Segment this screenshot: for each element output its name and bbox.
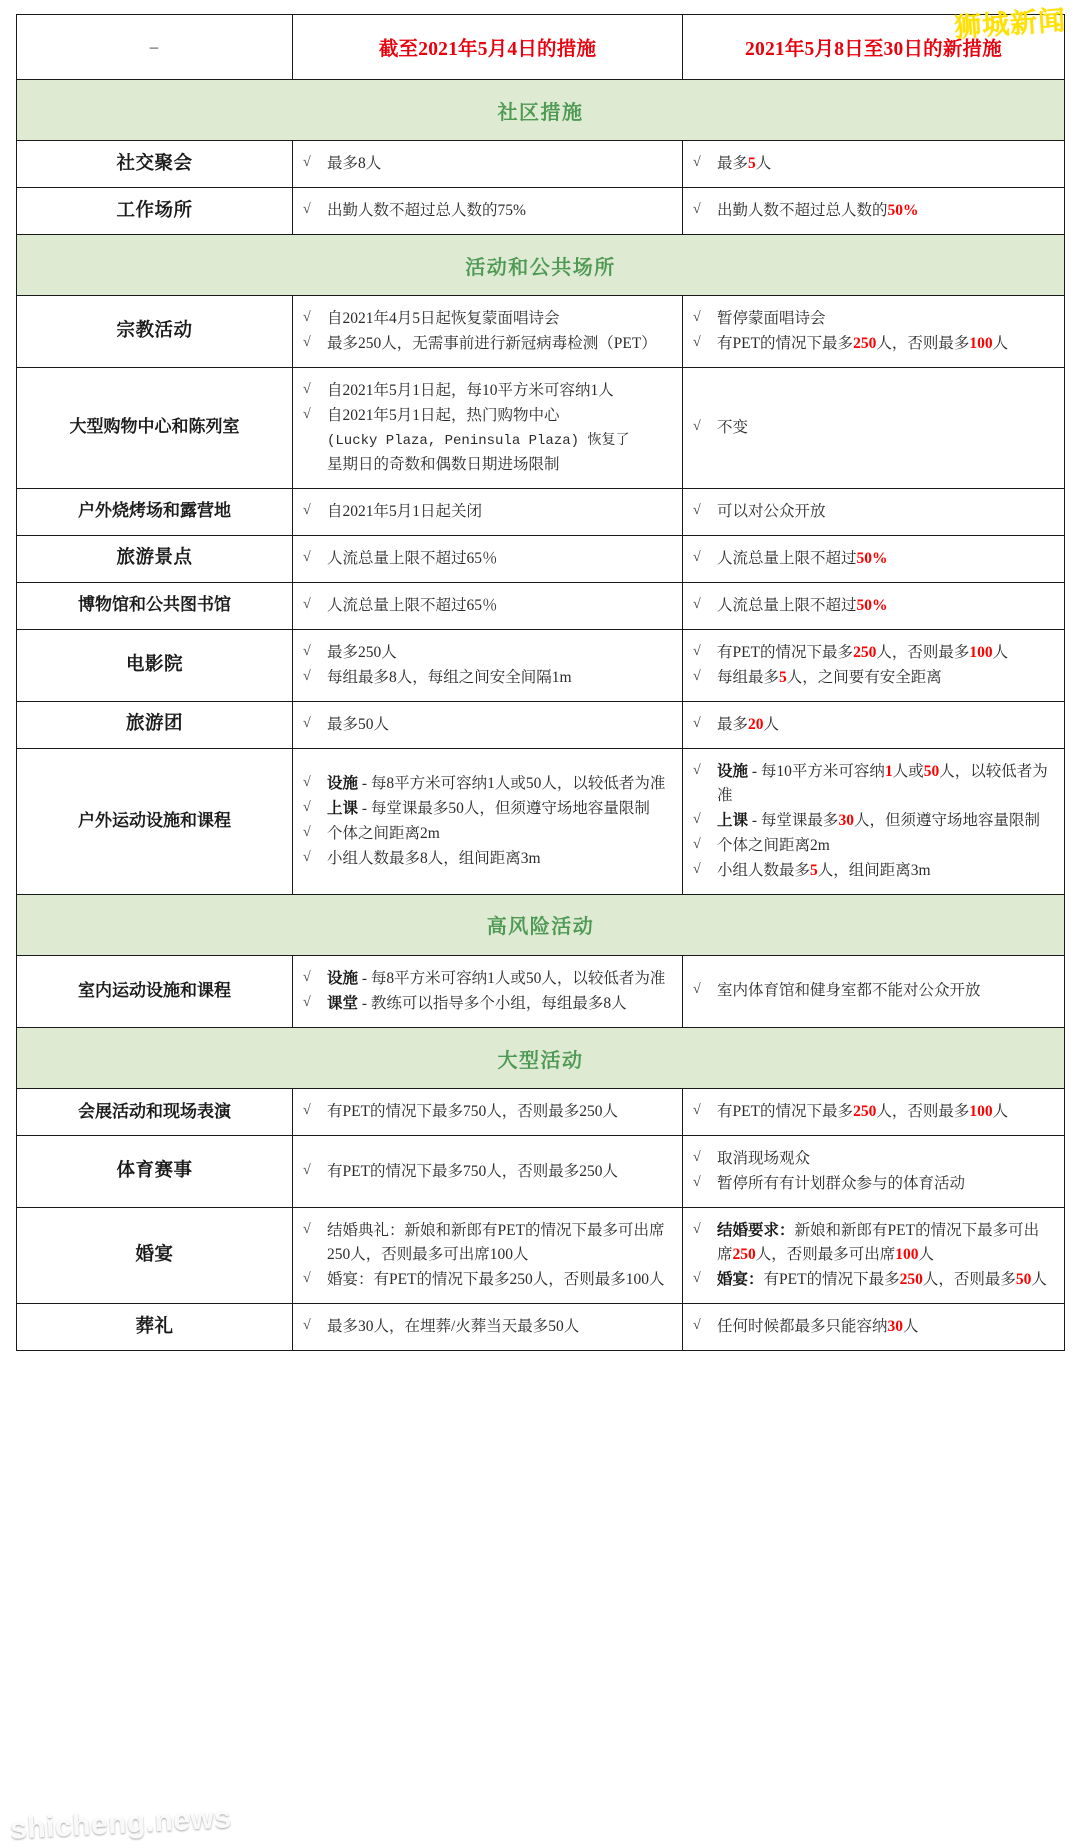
measure-text: 自2021年4月5日起恢复蒙面唱诗会 [327, 310, 560, 328]
row-label-funerals: 葬礼 [135, 1316, 174, 1337]
tick-icon: √ [693, 836, 701, 852]
row-label-cell-attractions [17, 535, 293, 582]
list-item [693, 1172, 1052, 1196]
after-cell-outdoor-sports [683, 748, 1065, 894]
table-row-religious [17, 296, 1065, 368]
watermark-top-right: 狮城新闻 [953, 5, 1068, 43]
tick-icon: √ [693, 643, 701, 659]
measure-label: 婚宴： [717, 1271, 764, 1289]
list-item [693, 1268, 1052, 1292]
highlight-number: 100 [969, 1103, 993, 1120]
measure-text: 自2021年5月1日起关闭 [327, 502, 483, 520]
measure-text: 暂停蒙面唱诗会 [717, 310, 826, 328]
measure-text: (Lucky Plaza, Peninsula Plaza) 恢复了 [327, 433, 630, 450]
row-label-cell-exhibitions [17, 1089, 293, 1136]
header-after-label: 2021年5月8日至30日的新措施 [745, 39, 1002, 60]
list-item [693, 1100, 1052, 1124]
covid-measures-table [16, 14, 1065, 1351]
list-item [693, 547, 1052, 571]
tick-icon: √ [693, 1318, 701, 1334]
highlight-number: 250 [732, 1246, 756, 1264]
list-item [693, 641, 1052, 665]
before-cell-weddings [293, 1208, 683, 1304]
row-label-bbq: 户外烧烤场和露营地 [78, 501, 231, 521]
after-cell-sports-events [683, 1136, 1065, 1208]
before-cell-sports-events [293, 1136, 683, 1208]
measure-text: - 每堂课最多 [748, 811, 839, 829]
list-item [303, 199, 670, 223]
header-cell-before [293, 15, 683, 80]
table-header-row [17, 15, 1065, 80]
section-title-large-events: 大型活动 [17, 1028, 1064, 1088]
measure-text: 有PET的情况下最多750人，否则最多250人 [327, 1162, 619, 1180]
before-cell-exhibitions [293, 1089, 683, 1136]
list-item [303, 992, 670, 1016]
list-item [303, 797, 670, 821]
row-label-cell-outdoor-sports [17, 748, 293, 894]
tick-icon: √ [693, 418, 701, 434]
list-item [693, 1219, 1052, 1267]
section-row-events-public [17, 235, 1065, 296]
section-title-high-risk: 高风险活动 [17, 895, 1064, 955]
measure-text: 室内体育馆和健身室都不能对公众开放 [717, 982, 981, 1000]
highlight-number: 50 [923, 762, 940, 780]
measure-text: 人 [763, 715, 780, 733]
before-cell-museums [293, 582, 683, 629]
row-label-cell-weddings [17, 1208, 293, 1304]
tick-icon: √ [693, 668, 701, 684]
row-label-cell-indoor-sports [17, 955, 293, 1027]
header-before-label: 截至2021年5月4日的措施 [378, 39, 597, 60]
tick-icon: √ [303, 849, 311, 865]
row-label-sports-events: 体育赛事 [116, 1161, 193, 1182]
tick-icon: √ [303, 549, 311, 565]
tick-icon: √ [303, 1318, 311, 1334]
measure-text: 人流总量上限不超过65％ [327, 596, 498, 614]
before-cell-cinema [293, 629, 683, 701]
tick-icon: √ [303, 824, 311, 840]
highlight-number: 5 [810, 861, 818, 879]
list-item [303, 666, 670, 690]
measure-label: 设施 [717, 762, 749, 780]
row-label-religious: 宗教活动 [116, 321, 193, 342]
section-row-high-risk [17, 894, 1065, 955]
after-cell-indoor-sports [683, 955, 1065, 1027]
before-cell-social-gatherings [293, 141, 683, 188]
measure-text: 人流总量上限不超过 [717, 596, 857, 614]
measure-text: - 教练可以指导多个小组，每组最多8人 [358, 994, 627, 1012]
after-cell-religious [683, 296, 1065, 368]
measure-text: 个体之间距离2m [327, 824, 440, 842]
highlight-number: 250 [853, 643, 877, 661]
row-label-social-gatherings: 社交聚会 [116, 153, 193, 174]
section-title-events-public: 活动和公共场所 [17, 235, 1064, 295]
tick-icon: √ [693, 1175, 701, 1191]
list-item [303, 641, 670, 665]
list-item [693, 500, 1052, 524]
list-item [303, 379, 670, 403]
row-label-cell-religious [17, 296, 293, 368]
tick-icon: √ [303, 155, 311, 170]
tick-icon: √ [303, 596, 311, 612]
tick-icon: √ [693, 335, 701, 351]
tick-icon: √ [303, 1222, 311, 1238]
measure-text: 人 [755, 155, 772, 172]
after-cell-workplace [683, 188, 1065, 235]
highlight-number: 50% [856, 596, 888, 614]
measure-text: 暂停所有有计划群众参与的体育活动 [717, 1175, 966, 1193]
tick-icon: √ [693, 1103, 701, 1118]
measure-text: 每组最多8人，每组之间安全间隔1m [327, 668, 572, 686]
tick-icon: √ [303, 1271, 311, 1287]
measure-text: 有PET的情况下最多 [717, 643, 854, 661]
measure-text: 个体之间距离2m [717, 836, 830, 854]
tick-icon: √ [693, 982, 701, 998]
section-cell-events-public [17, 235, 1065, 296]
tick-icon: √ [693, 549, 701, 565]
before-cell-workplace [293, 188, 683, 235]
measure-label: 设施 [327, 969, 359, 987]
measure-text: 人流总量上限不超过65％ [327, 549, 498, 567]
tick-icon: √ [303, 994, 311, 1010]
measure-text: 人 [1031, 1271, 1047, 1289]
measure-text: 最多30人，在埋葬/火葬当天最多50人 [327, 1318, 580, 1336]
measure-label: 结婚要求： [717, 1222, 795, 1240]
measure-text: 自2021年5月1日起，每10平方米可容纳1人 [327, 382, 614, 400]
list-item [693, 1315, 1052, 1339]
measure-text: 不变 [717, 418, 749, 436]
row-label-cell-bbq [17, 488, 293, 535]
tick-icon: √ [693, 202, 701, 218]
tick-icon: √ [693, 1150, 701, 1166]
measure-text: - 每堂课最多50人，但须遵守场地容量限制 [358, 799, 650, 817]
list-item [303, 547, 670, 571]
measure-text: 人 [992, 1103, 1009, 1120]
measure-text: 人，但须遵守场地容量限制 [853, 811, 1040, 829]
watermark-bottom-left: shicheng.news [9, 1801, 233, 1846]
list-item [303, 404, 670, 477]
measure-text: 人，否则最多 [876, 335, 970, 353]
row-label-malls: 大型购物中心和陈列室 [69, 417, 240, 437]
after-cell-funerals [683, 1304, 1065, 1351]
section-cell-large-events [17, 1028, 1065, 1089]
row-label-cell-sports-events [17, 1136, 293, 1208]
measure-text: 最多 [717, 715, 749, 733]
header-category-label: – [149, 37, 160, 56]
highlight-number: 50 [1015, 1271, 1032, 1289]
row-label-cinema: 电影院 [125, 654, 183, 675]
measure-text: 最多250人 [327, 643, 397, 661]
measure-text: 最多250人，无需事前进行新冠病毒检测（PET） [327, 335, 657, 353]
measure-label: 设施 [327, 774, 359, 792]
section-title-community: 社区措施 [17, 80, 1064, 140]
list-item [303, 332, 670, 356]
list-item [303, 1160, 670, 1184]
table-row-weddings [17, 1208, 1065, 1304]
tick-icon: √ [303, 335, 311, 351]
measure-text: 人，否则最多 [922, 1271, 1016, 1289]
measure-text: 小组人数最多8人，组间距离3m [327, 849, 541, 867]
measure-text: 人 [918, 1246, 935, 1264]
section-cell-community [17, 80, 1065, 141]
after-cell-tour-groups [683, 701, 1065, 748]
list-item [693, 199, 1052, 223]
list-item [303, 1268, 670, 1292]
list-item [693, 666, 1052, 690]
table-row-cinema [17, 629, 1065, 701]
measure-text: 人，否则最多 [876, 643, 970, 661]
highlight-number: 250 [853, 335, 877, 353]
measure-text: 人流总量上限不超过 [717, 549, 857, 567]
measure-text: 有PET的情况下最多 [717, 335, 854, 353]
before-cell-malls [293, 368, 683, 489]
highlight-number: 100 [969, 335, 993, 353]
tick-icon: √ [303, 1103, 311, 1118]
measure-text: 人，以较低者为准 [717, 762, 1048, 804]
header-cell-after [683, 15, 1065, 80]
tick-icon: √ [693, 1271, 701, 1287]
measure-text: 人，否则最多 [876, 1103, 970, 1120]
measure-text: 结婚典礼：新娘和新郎有PET的情况下最多可出席250人，否则最多可出席100人 [327, 1222, 665, 1264]
table-row-museums [17, 582, 1065, 629]
section-cell-high-risk [17, 894, 1065, 955]
row-label-cell-cinema [17, 629, 293, 701]
row-label-cell-workplace [17, 188, 293, 235]
list-item [693, 1147, 1052, 1171]
measure-text: 人 [992, 335, 1009, 353]
tick-icon: √ [693, 861, 701, 877]
list-item [303, 500, 670, 524]
row-label-cell-tour-groups [17, 701, 293, 748]
table-row-attractions [17, 535, 1065, 582]
row-label-exhibitions: 会展活动和现场表演 [78, 1101, 231, 1121]
tick-icon: √ [303, 774, 311, 790]
row-label-outdoor-sports: 户外运动设施和课程 [78, 810, 231, 830]
highlight-number: 100 [895, 1246, 919, 1264]
row-label-attractions: 旅游景点 [116, 548, 193, 569]
measure-label: 上课 [327, 799, 359, 817]
tick-icon: √ [303, 799, 311, 815]
highlight-number: 100 [969, 643, 993, 661]
list-item [693, 594, 1052, 618]
measure-text: 星期日的奇数和偶数日期进场限制 [327, 455, 560, 473]
measure-text: 人或 [892, 762, 924, 780]
measure-text: 有PET的情况下最多 [717, 1103, 854, 1120]
row-label-cell-social-gatherings [17, 141, 293, 188]
tick-icon: √ [693, 310, 701, 326]
measure-text: 自2021年5月1日起，热门购物中心 [327, 407, 560, 425]
table-row-indoor-sports [17, 955, 1065, 1027]
measure-text: - 每8平方米可容纳1人或50人，以较低者为准 [358, 774, 666, 792]
highlight-number: 250 [899, 1271, 923, 1289]
after-cell-cinema [683, 629, 1065, 701]
list-item [303, 772, 670, 796]
highlight-number: 250 [853, 1103, 877, 1120]
row-label-cell-museums [17, 582, 293, 629]
measure-text: 人，否则最多可出席 [755, 1246, 896, 1264]
measure-text: 最多50人 [327, 715, 390, 733]
measure-text: 新娘和新郎有PET的情况下最多可出席 [717, 1222, 1040, 1264]
after-cell-bbq [683, 488, 1065, 535]
table-row-workplace [17, 188, 1065, 235]
list-item [693, 859, 1052, 883]
header-cell-category [17, 15, 293, 80]
table-row-outdoor-sports [17, 748, 1065, 894]
list-item [693, 416, 1052, 440]
highlight-number: 1 [884, 762, 893, 780]
measure-text: 可以对公众开放 [717, 502, 826, 520]
tick-icon: √ [693, 502, 701, 518]
after-cell-malls [683, 368, 1065, 489]
before-cell-indoor-sports [293, 955, 683, 1027]
measure-text: - 每8平方米可容纳1人或50人，以较低者为准 [358, 969, 666, 987]
tick-icon: √ [303, 202, 311, 218]
measure-text: 有PET的情况下最多 [763, 1271, 900, 1289]
list-item [303, 822, 670, 846]
row-label-tour-groups: 旅游团 [125, 714, 183, 735]
tick-icon: √ [303, 643, 311, 659]
measure-text: 人 [903, 1318, 919, 1336]
before-cell-bbq [293, 488, 683, 535]
row-label-indoor-sports: 室内运动设施和课程 [78, 981, 231, 1001]
after-cell-attractions [683, 535, 1065, 582]
tick-icon: √ [693, 155, 701, 170]
table-row-exhibitions [17, 1089, 1065, 1136]
highlight-number: 5 [779, 668, 787, 686]
highlight-number: 5 [748, 155, 756, 172]
table-row-bbq [17, 488, 1065, 535]
list-item [303, 1100, 670, 1124]
list-item [303, 967, 670, 991]
row-label-cell-malls [17, 368, 293, 489]
section-row-large-events [17, 1028, 1065, 1089]
highlight-number: 30 [838, 811, 854, 829]
measure-label: 上课 [717, 811, 749, 829]
highlight-number: 30 [887, 1318, 904, 1336]
tick-icon: √ [303, 310, 311, 326]
list-item [303, 847, 670, 871]
before-cell-outdoor-sports [293, 748, 683, 894]
measure-text: 最多 [717, 155, 749, 172]
list-item [303, 307, 670, 331]
highlight-number: 50% [856, 549, 888, 567]
row-label-workplace: 工作场所 [116, 200, 193, 221]
before-cell-tour-groups [293, 701, 683, 748]
before-cell-attractions [293, 535, 683, 582]
table-row-funerals [17, 1304, 1065, 1351]
table-row-sports-events [17, 1136, 1065, 1208]
measure-text: 婚宴：有PET的情况下最多250人，否则最多100人 [327, 1271, 665, 1289]
measure-text: 出勤人数不超过总人数的 [717, 202, 888, 220]
measure-text: 人，组间距离3m [817, 861, 931, 879]
tick-icon: √ [693, 762, 701, 778]
tick-icon: √ [303, 1162, 311, 1178]
measure-text: 小组人数最多 [717, 861, 811, 879]
list-item [303, 1315, 670, 1339]
tick-icon: √ [693, 811, 701, 827]
list-item [303, 594, 670, 618]
tick-icon: √ [303, 668, 311, 684]
table-row-social-gatherings [17, 141, 1065, 188]
tick-icon: √ [303, 407, 311, 423]
list-item [693, 760, 1052, 808]
row-label-weddings: 婚宴 [135, 1245, 174, 1266]
after-cell-museums [683, 582, 1065, 629]
tick-icon: √ [303, 382, 311, 398]
tick-icon: √ [693, 1222, 701, 1238]
measure-label: 课堂 [327, 994, 359, 1012]
list-item [693, 713, 1052, 737]
tick-icon: √ [303, 502, 311, 518]
tick-icon: √ [693, 715, 701, 731]
table-row-malls [17, 368, 1065, 489]
row-label-museums: 博物馆和公共图书馆 [78, 595, 231, 615]
section-row-community [17, 80, 1065, 141]
measure-text: 任何时候都最多只能容纳 [717, 1318, 888, 1336]
tick-icon: √ [303, 969, 311, 985]
list-item [693, 152, 1052, 176]
measure-text: 每组最多 [717, 668, 780, 686]
before-cell-religious [293, 296, 683, 368]
measure-text: - 每10平方米可容纳 [748, 762, 885, 780]
highlight-number: 20 [748, 715, 764, 733]
measure-text: 最多8人 [327, 155, 382, 172]
list-item [693, 307, 1052, 331]
list-item [693, 979, 1052, 1003]
after-cell-weddings [683, 1208, 1065, 1304]
list-item [303, 152, 670, 176]
list-item [303, 1219, 670, 1267]
list-item [693, 332, 1052, 356]
after-cell-social-gatherings [683, 141, 1065, 188]
highlight-number: 50% [887, 202, 919, 220]
measure-text: 人，之间要有安全距离 [786, 668, 942, 686]
tick-icon: √ [303, 715, 311, 731]
after-cell-exhibitions [683, 1089, 1065, 1136]
list-item [693, 834, 1052, 858]
before-cell-funerals [293, 1304, 683, 1351]
list-item [693, 809, 1052, 833]
list-item [303, 713, 670, 737]
measure-text: 取消现场观众 [717, 1150, 811, 1168]
table-row-tour-groups [17, 701, 1065, 748]
measure-text: 有PET的情况下最多750人，否则最多250人 [327, 1103, 619, 1120]
row-label-cell-funerals [17, 1304, 293, 1351]
measure-text: 人 [992, 643, 1009, 661]
tick-icon: √ [693, 596, 701, 612]
measure-text: 出勤人数不超过总人数的75% [327, 202, 526, 220]
